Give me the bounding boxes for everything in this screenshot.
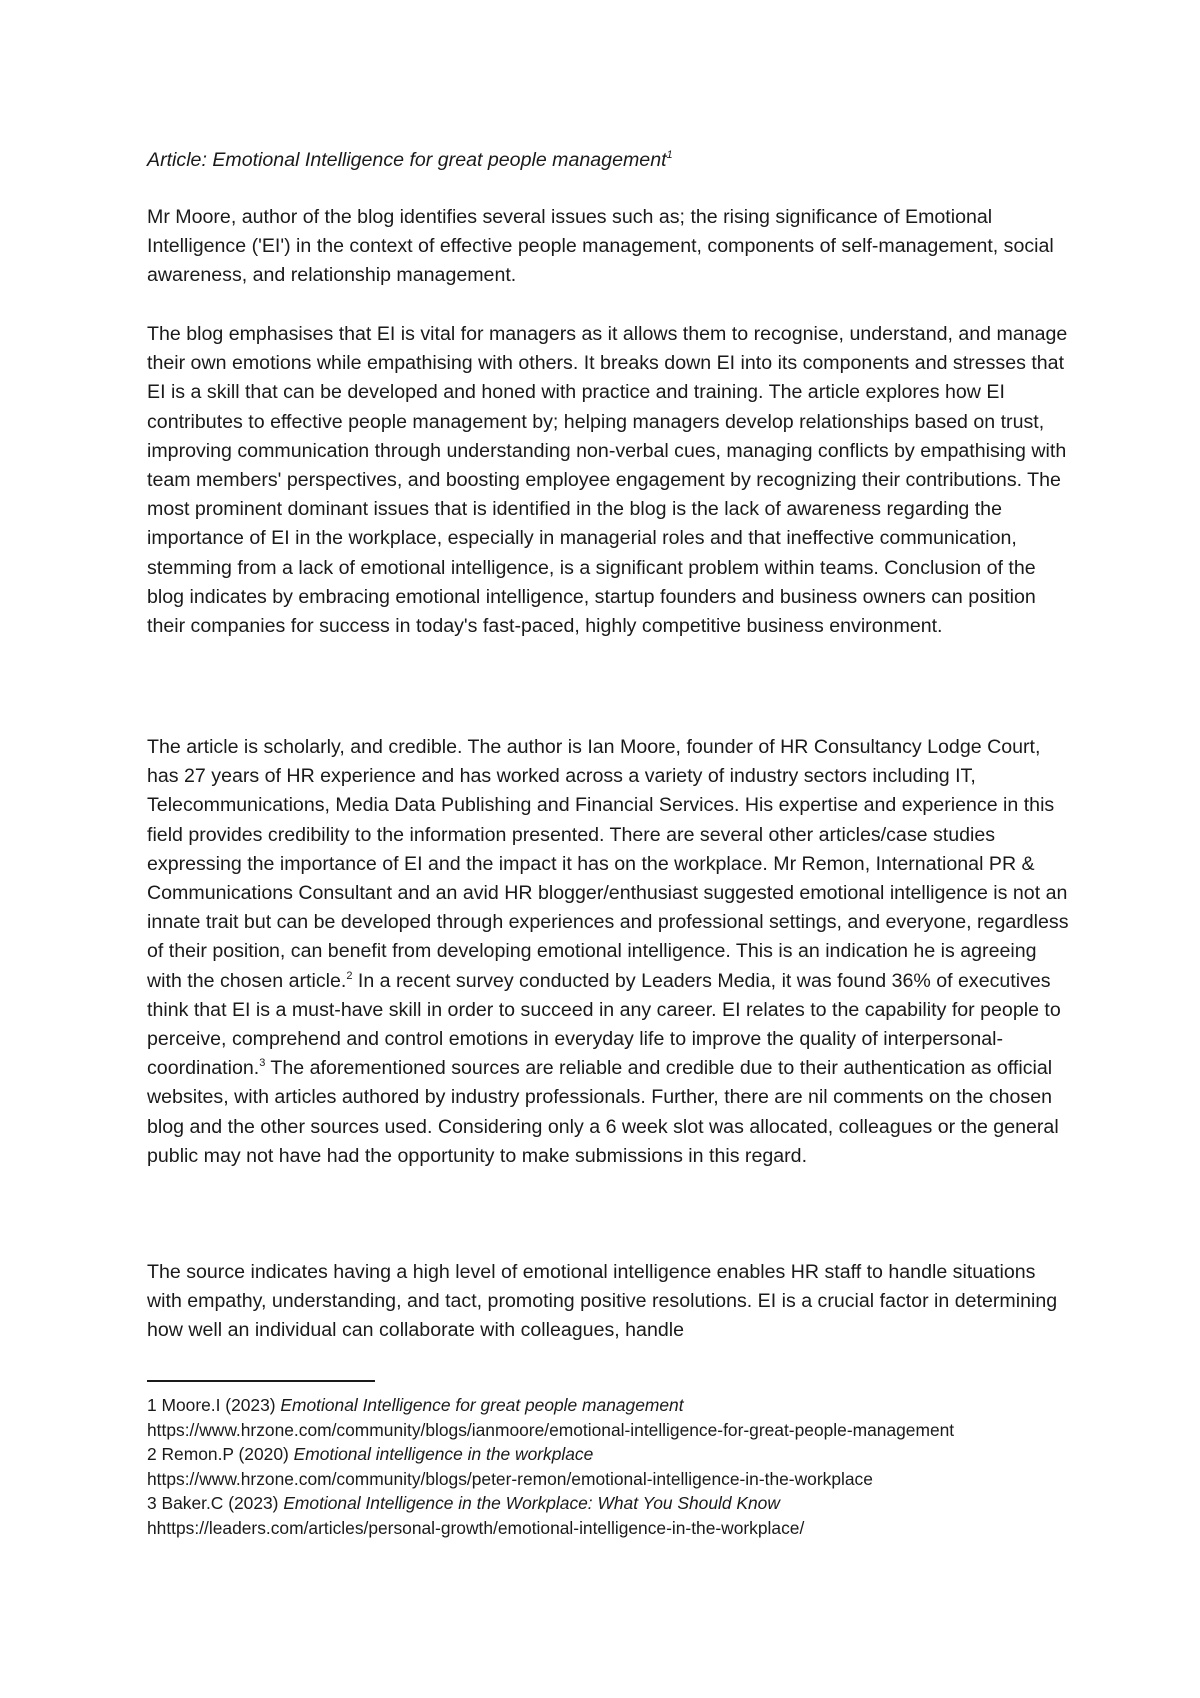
footnote-1-url: https://www.hrzone.com/community/blogs/ianmoore/emotional-intelligence-for-great-people-management xyxy=(147,1419,955,1440)
footnotes-section xyxy=(147,1393,1072,1540)
footnote-divider xyxy=(147,1380,375,1382)
footnote-1 xyxy=(147,1393,1072,1418)
paragraph-credibility-part-3: The aforementioned sources are reliable and credible due to their authentication as official websites, with articles authored by industry professionals. Further, there are nil comments on the chosen blog and the other sources used. Considering only a 6 week slot was allocated, colleagues or the general public may not have had the opportunity to make submissions in this regard. xyxy=(147,1057,1059,1167)
footnote-3-title: Emotional Intelligence in the Workplace: What You Should Know xyxy=(283,1493,780,1513)
footnote-1-citation: 1 Moore.I (2023) xyxy=(147,1395,281,1415)
paragraph-credibility-part-1: The article is scholarly, and credible. The author is Ian Moore, founder of HR Consultancy Lodge Court, has 27 years of HR experience and has worked across a variety of industry sectors including IT, Telecommunications, Media Data Publishing and Financial Services. His expertise and experience in this field provides credibility to the information presented. There are several other articles/case studies expressing the importance of EI and the impact it has on the workplace. Mr Remon, International PR & Communications Consultant and an avid HR blogger/enthusiast suggested emotional intelligence is not an innate trait but can be developed through experiences and professional settings, and everyone, regardless of their position, can benefit from developing emotional intelligence. This is an indication he is agreeing with the chosen article. xyxy=(147,736,1069,992)
footnote-ref-3: 3 xyxy=(259,1056,266,1069)
article-title xyxy=(147,146,673,175)
paragraph-blog-emphasis: The blog emphasises that EI is vital for managers as it allows them to recognise, understand, and manage their own emotions while empathising with others. It breaks down EI into its components and stresses that EI is a skill that can be developed and honed with practice and training. The article explores how EI contributes to effective people management by; helping managers develop relationships based on trust, improving communication through understanding non-verbal cues, managing conflicts by empathising with team members' perspectives, and boosting employee engagement by recognizing their contributions. The most prominent dominant issues that is identified in the blog is the lack of awareness regarding the importance of EI in the workplace, especially in managerial roles and that ineffective communication, stemming from a lack of emotional intelligence, is a significant problem within teams. Conclusion of the blog indicates by embracing emotional intelligence, startup founders and business owners can position their companies for success in today's fast-paced, highly competitive business environment. xyxy=(147,323,1068,638)
footnote-ref-1: 1 xyxy=(666,148,673,161)
paragraph-summary: Mr Moore, author of the blog identifies several issues such as; the rising significance of Emotional Intelligence ('EI') in the context of effective people management, components of self-management, social awareness, and relationship management. xyxy=(147,206,1054,287)
footnote-ref-2: 2 xyxy=(346,969,353,982)
footnote-2-title: Emotional intelligence in the workplace xyxy=(293,1444,594,1464)
paragraph-source-indication: The source indicates having a high level of emotional intelligence enables HR staff to handle situations with empathy, understanding, and tact, promoting positive resolutions. EI is a crucial factor in determining how well an individual can collaborate with colleagues, handle xyxy=(147,1261,1058,1342)
footnote-2 xyxy=(147,1442,1072,1467)
document-page xyxy=(147,0,1072,1698)
footnote-3 xyxy=(147,1491,1072,1516)
paragraph-credibility-part-2: In a recent survey conducted by Leaders Media, it was found 36% of executives think that EI is a must-have skill in order to succeed in any career. EI relates to the capability for people to perceive, comprehend and control emotions in everyday life to improve the quality of interpersonal-coordination. xyxy=(147,969,1061,1080)
footnote-2-citation: 2 Remon.P (2020) xyxy=(147,1444,294,1464)
article-title-text: Article: Emotional Intelligence for great people management xyxy=(147,149,667,171)
footnote-2-url: https://www.hrzone.com/community/blogs/peter-remon/emotional-intelligence-in-the-workplace xyxy=(147,1468,873,1489)
footnote-3-url: hhttps://leaders.com/articles/personal-growth/emotional-intelligence-in-the-workplace/ xyxy=(147,1517,805,1538)
footnote-1-title: Emotional Intelligence for great people management xyxy=(280,1395,684,1415)
paragraph-credibility xyxy=(147,733,1072,1171)
footnote-3-citation: 3 Baker.C (2023) xyxy=(147,1493,284,1513)
